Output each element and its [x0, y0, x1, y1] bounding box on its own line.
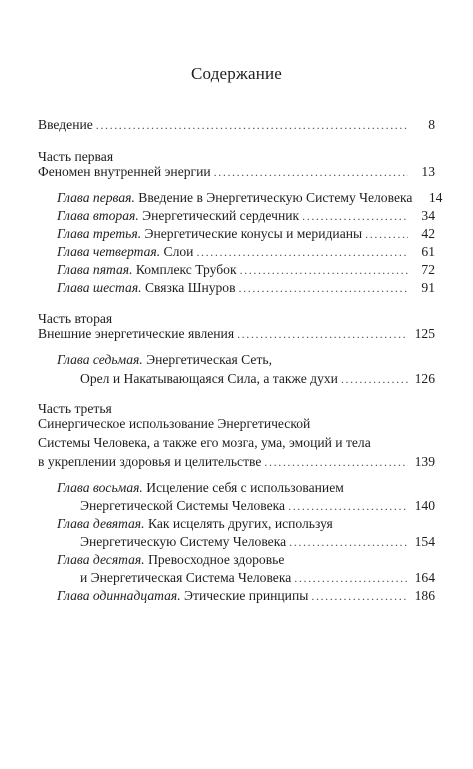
toc-entry-chapter [57, 351, 272, 369]
chapter-label: Глава шестая. [57, 280, 142, 295]
dot-leader [365, 225, 408, 243]
dot-leader [294, 569, 408, 587]
dot-leader [240, 261, 408, 279]
chapter-title: Превосходное здоровье [148, 552, 285, 567]
page-number: 14 [428, 190, 443, 205]
chapter-title-cont: Энергетическую Систему Человека [80, 534, 287, 549]
toc-entry-chapter [57, 279, 435, 297]
dot-leader [239, 279, 408, 297]
dot-leader [264, 453, 408, 471]
chapter-label: Глава восьмая. [57, 480, 143, 495]
entry-title: в укреплении здоровья и целительстве [38, 454, 262, 469]
toc-entry-chapter-cont [80, 569, 435, 587]
chapter-label: Глава седьмая. [57, 352, 143, 367]
dot-leader [288, 497, 408, 515]
part-heading: Часть первая [38, 149, 114, 164]
page-number: 139 [414, 454, 435, 469]
chapter-label: Глава пятая. [57, 262, 133, 277]
part-heading: Часть вторая [38, 311, 113, 326]
chapter-title: Слои [163, 244, 194, 259]
toc-entry-chapter [57, 479, 344, 497]
chapter-label: Глава одиннадцатая. [57, 588, 181, 603]
toc-entry-chapter-cont [80, 533, 435, 551]
page-number: 13 [421, 164, 435, 179]
dot-leader [196, 243, 408, 261]
toc-entry-part3 [38, 453, 435, 471]
toc-entry-chapter-cont [80, 497, 435, 515]
entry-title: Внешние энергетические явления [38, 326, 235, 341]
chapter-title: Исцеление себя с использованием [146, 480, 344, 495]
part-subtitle-line: Синергическое использование Энергетической [38, 416, 311, 431]
toc-entry-part1 [38, 163, 435, 181]
chapter-label: Глава десятая. [57, 552, 145, 567]
chapter-title: Введение в Энергетическую Систему Человека [138, 190, 413, 205]
chapter-label: Глава вторая. [57, 208, 139, 223]
chapter-title: Энергетические конусы и меридианы [144, 226, 363, 241]
toc-entry-chapter [57, 587, 435, 605]
chapter-title: Энергетическая Сеть, [146, 352, 272, 367]
page-number: 140 [414, 498, 435, 513]
page-number: 164 [414, 570, 435, 585]
toc-entry-part2 [38, 325, 435, 343]
page-title: Содержание [190, 64, 283, 83]
chapter-title: Этические принципы [184, 588, 309, 603]
entry-title: Феномен внутренней энергии [38, 164, 211, 179]
toc-entry-chapter [57, 243, 435, 261]
page-number: 34 [421, 208, 435, 223]
chapter-title: Энергетический сердечник [142, 208, 300, 223]
chapter-label: Глава девятая. [57, 516, 145, 531]
chapter-title-cont: Орел и Накатывающаяся Сила, а также духи [80, 371, 338, 386]
chapter-title-cont: Энергетической Системы Человека [80, 498, 286, 513]
chapter-title-cont: и Энергетическая Система Человека [80, 570, 292, 585]
page-number: 91 [421, 280, 435, 295]
page-number: 61 [421, 244, 435, 259]
page-number: 126 [414, 371, 435, 386]
page-number: 42 [421, 226, 435, 241]
chapter-title: Комплекс Трубок [135, 262, 237, 277]
part-subtitle-line: Системы Человека, а также его мозга, ума, эмоций и тела [38, 435, 371, 450]
page-number: 154 [414, 534, 435, 549]
dot-leader [289, 533, 408, 551]
dot-leader [96, 116, 408, 134]
toc-entry-chapter [57, 551, 284, 569]
part-heading: Часть третья [38, 401, 112, 416]
dot-leader [214, 163, 408, 181]
toc-entry-chapter [57, 225, 435, 243]
dot-leader [341, 370, 408, 388]
chapter-label: Глава первая. [57, 190, 135, 205]
chapter-label: Глава третья. [57, 226, 142, 241]
page-number: 72 [421, 262, 435, 277]
toc-entry-intro [38, 116, 435, 134]
toc-entry-chapter [57, 261, 435, 279]
dot-leader [311, 587, 408, 605]
chapter-title: Связка Шнуров [144, 280, 236, 295]
toc-entry-chapter [57, 207, 435, 225]
chapter-label: Глава четвертая. [57, 244, 161, 259]
dot-leader [302, 207, 408, 225]
page-number: 125 [414, 326, 435, 341]
page-number: 8 [428, 117, 435, 132]
dot-leader [237, 325, 408, 343]
toc-entry-chapter [57, 515, 333, 533]
toc-entry-chapter-cont [80, 370, 435, 388]
page-number: 186 [414, 588, 435, 603]
chapter-title: Как исцелять других, используя [147, 516, 333, 531]
toc-entry-chapter [57, 189, 443, 207]
entry-title: Введение [38, 117, 93, 132]
